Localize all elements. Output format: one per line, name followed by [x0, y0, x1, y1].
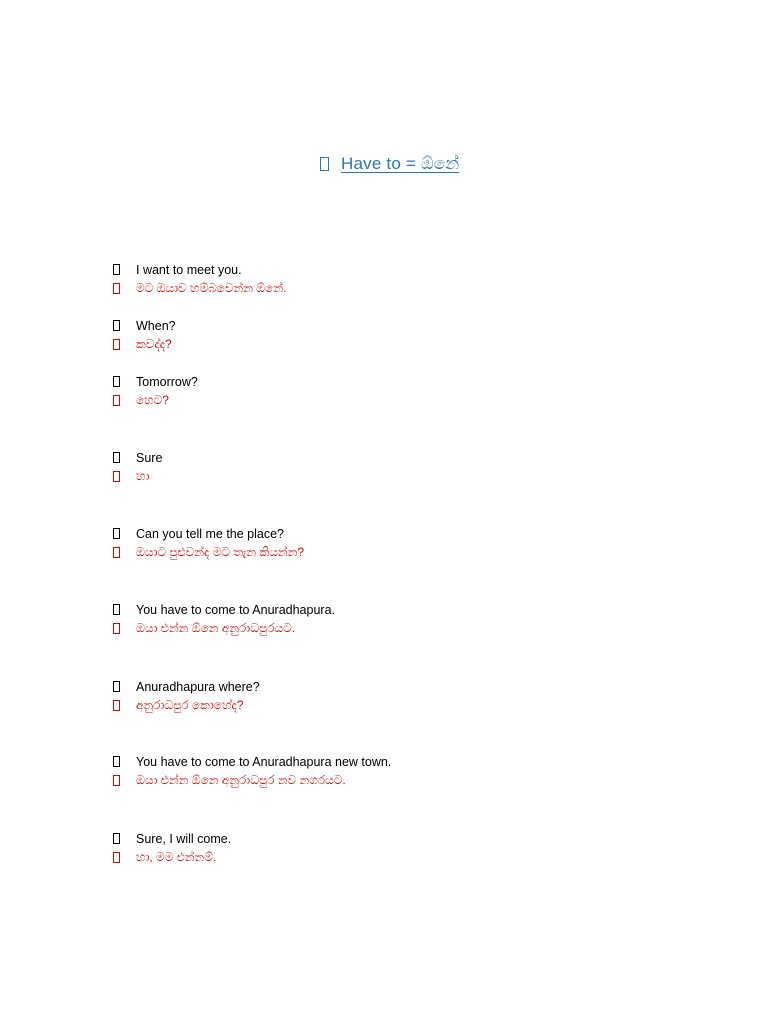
- english-line: [113, 372, 198, 391]
- missing-glyph-icon: [113, 264, 120, 275]
- missing-glyph-icon: [113, 547, 120, 558]
- sinhala-text: ඔයා එන්න ඕනෙ අනුරාධපුර නව නගරයට.: [136, 773, 346, 787]
- english-line: [113, 260, 286, 279]
- sinhala-text: අනුරාධපුර කොහේද?: [136, 698, 244, 712]
- english-line: [113, 524, 304, 543]
- missing-glyph-icon: [113, 852, 120, 863]
- phrase-pair: [113, 448, 162, 486]
- english-line: [113, 677, 260, 696]
- sinhala-line: [113, 543, 304, 562]
- title-text: Have to = ඕනේ: [341, 154, 460, 173]
- missing-glyph-icon: [113, 283, 120, 294]
- missing-glyph-icon: [113, 471, 120, 482]
- missing-glyph-icon: [113, 604, 120, 615]
- sinhala-line: [113, 335, 176, 354]
- english-text: Sure: [136, 450, 163, 465]
- sinhala-text: මට ඔයාව හම්බවෙන්න ඕනේ.: [136, 281, 287, 295]
- missing-glyph-icon: [113, 395, 120, 406]
- page-title: [320, 154, 459, 174]
- sinhala-text: හා: [136, 469, 150, 483]
- missing-glyph-icon: [113, 623, 120, 634]
- english-text: You have to come to Anuradhapura new town.: [136, 754, 392, 769]
- sinhala-text: හා, මම එන්නම්.: [136, 850, 217, 864]
- phrase-pair: [113, 677, 260, 715]
- sinhala-line: [113, 279, 286, 298]
- english-line: [113, 829, 231, 848]
- missing-glyph-icon: [113, 528, 120, 539]
- sinhala-text: හෙට?: [136, 393, 169, 407]
- missing-glyph-icon: [113, 681, 120, 692]
- phrase-pair: [113, 752, 391, 790]
- sinhala-line: [113, 391, 198, 410]
- english-text: You have to come to Anuradhapura.: [136, 602, 335, 617]
- english-line: [113, 448, 162, 467]
- english-text: Sure, I will come.: [136, 831, 232, 846]
- english-line: [113, 752, 391, 771]
- sinhala-line: [113, 771, 391, 790]
- sinhala-text: කවද්ද?: [136, 337, 172, 351]
- phrase-pair: [113, 260, 286, 298]
- english-line: [113, 600, 335, 619]
- missing-glyph-icon: [113, 376, 120, 387]
- sinhala-line: [113, 696, 260, 715]
- missing-glyph-icon: [113, 775, 120, 786]
- missing-glyph-icon: [113, 452, 120, 463]
- missing-glyph-icon: [113, 756, 120, 767]
- sinhala-line: [113, 619, 335, 638]
- missing-glyph-icon: [113, 700, 120, 711]
- phrase-pair: [113, 524, 304, 562]
- phrase-pair: [113, 829, 231, 867]
- missing-glyph-icon: [320, 157, 329, 171]
- english-text: Tomorrow?: [136, 374, 198, 389]
- sinhala-line: [113, 848, 231, 867]
- missing-glyph-icon: [113, 339, 120, 350]
- sinhala-text: ඔයාට පුළුවන්ද මට තැන කියන්න?: [136, 545, 305, 559]
- missing-glyph-icon: [113, 833, 120, 844]
- phrase-pair: [113, 316, 176, 354]
- english-text: Anuradhapura where?: [136, 679, 260, 694]
- sinhala-line: [113, 467, 162, 486]
- sinhala-text: ඔයා එන්න ඕනෙ අනුරාධපුරයට.: [136, 621, 296, 635]
- english-line: [113, 316, 176, 335]
- missing-glyph-icon: [113, 320, 120, 331]
- english-text: When?: [136, 318, 176, 333]
- english-text: Can you tell me the place?: [136, 526, 285, 541]
- phrase-pair: [113, 372, 198, 410]
- phrase-pair: [113, 600, 335, 638]
- english-text: I want to meet you.: [136, 262, 242, 277]
